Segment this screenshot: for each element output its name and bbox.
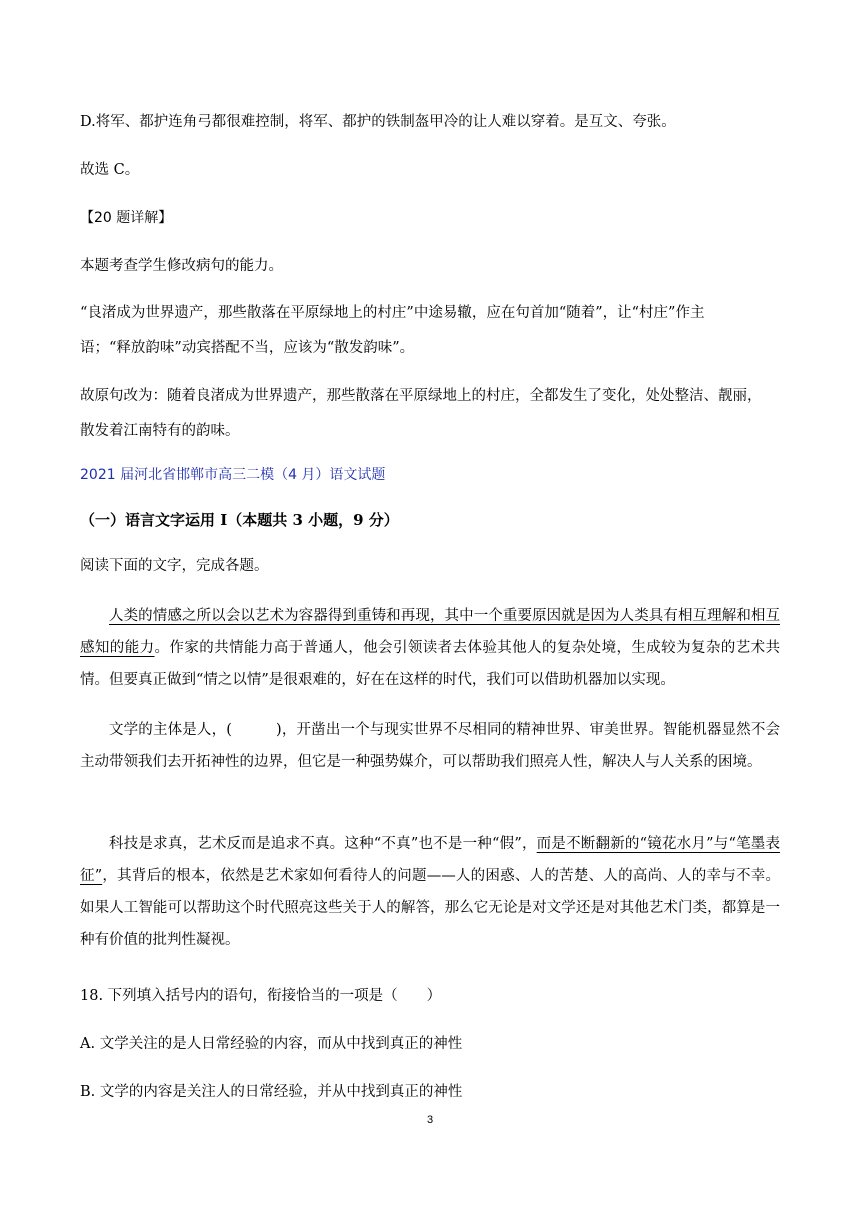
paragraph-1-rest: 。作家的共情能力高于普通人，他会引领读者去体验其他人的复杂处境，生成较为复杂的艺术共情。但要真正做到“情之以情”是很艰难的，好在在这样的时代，我们可以借助机器加以实现。 [80,640,781,688]
q20-analysis-line-1: “良渚成为世界遗产，那些散落在平原绿地上的村庄”中途易辙，应在句首加“随着”，让“村庄”作主 [80,305,705,321]
q20-analysis-line-2: 语；“释放韵味”动宾搭配不当，应该为“散发韵味”。 [80,340,415,356]
exam-title-link[interactable]: 2021 届河北省邯郸市高三二模（4 月）语文试题 [80,467,386,483]
q20-revised-line-2: 散发着江南特有的韵味。 [80,423,240,439]
reading-instruction: 阅读下面的文字，完成各题。 [80,558,269,574]
paragraph-3-rest: ，其背后的根本，依然是艺术家如何看待人的问题——人的困惑、人的苦楚、人的高尚、人的幸与不幸。如果人工智能可以帮助这个时代照亮这些关于人的解答，那么它无论是对文学还是对其他艺术门类，都算是一种有价值的批判性凝视。 [80,868,780,948]
option-b[interactable]: B. 文学的内容是关注人的日常经验，并从中找到真正的神性 [80,1084,463,1100]
q20-header: 【20 题详解】 [80,210,173,226]
q20-intro: 本题考查学生修改病句的能力。 [80,258,283,274]
paragraph-3-start: 科技是求真，艺术反而是追求不真。这种“不真”也不是一种“假”， [109,836,537,852]
answer-d-text: D.将军、都护连角弓都很难控制，将军、都护的铁制盔甲冷的让人难以穿着。是互文、夸张。 [80,114,676,130]
option-a[interactable]: A. 文学关注的是人日常经验的内容，而从中找到真正的神性 [80,1036,463,1052]
underlined-phrase: 而是不断翻新的“镜花水月”与“笔墨表征” [80,836,780,884]
question-18: 18. 下列填入括号内的语句，衔接恰当的一项是（ ） [80,988,442,1004]
passage-paragraph-2: 文学的主体是人，( )，开凿出一个与现实世界不尽相同的精神世界、审美世界。智能机器显然不会主动带领我们去开拓神性的边界，但它是一种强势媒介，可以帮助我们照亮人性，解决人与人关系的困境。 [80,722,780,770]
underlined-sentence: 人类的情感之所以会以艺术为容器得到重铸和再现，其中一个重要原因就是因为人类具有相互理解和相互感知的能力 [80,608,780,656]
section-title: （一）语言文字运用 I（本题共 3 小题，9 分） [80,511,399,529]
q20-revised-line-1: 故原句改为：随着良渚成为世界遗产，那些散落在平原绿地上的村庄，全都发生了变化，处处整洁、靓丽， [80,388,762,404]
page-number: 3 [426,1114,434,1126]
passage-paragraph-3 [80,828,780,956]
choose-c-text: 故选 C。 [80,162,140,178]
passage-paragraph-1 [80,600,780,696]
